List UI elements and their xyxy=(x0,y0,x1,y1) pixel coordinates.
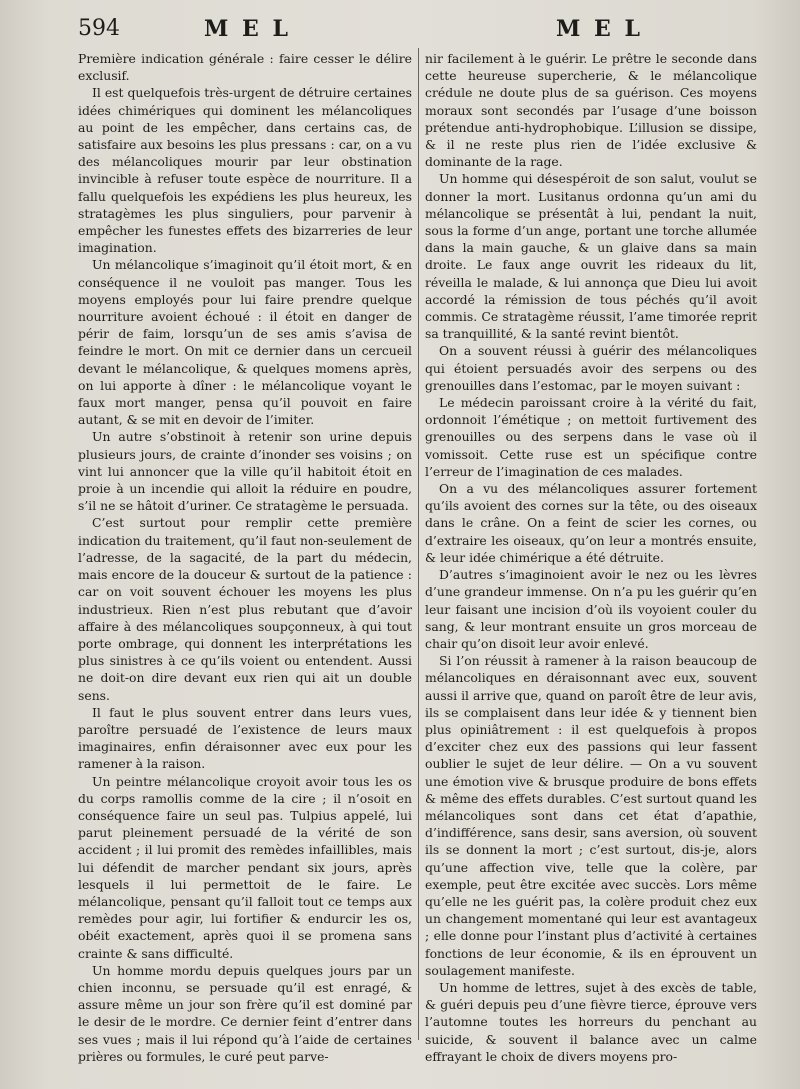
paragraph: Un homme mordu depuis quelques jours par un chien inconnu, se persuade qu’il est enragé, & assure même un jour son frère qu’il est dominé par le desir de le mordre. Ce dernier feint d’entrer dans ses vues ; mais il lui répond qu’à l’aide de certaines prières ou formules, le curé peut parve- xyxy=(78,962,412,1064)
page-number: 594 xyxy=(78,16,120,41)
paragraph: Première indication générale : faire cesser le délire exclusif. xyxy=(78,51,412,84)
running-head-left: M E L xyxy=(204,16,291,42)
paragraph: On a vu des mélancoliques assurer fortement qu’ils avoient des cornes sur la tête, ou des oiseaux dans le crâne. On a feint de scier les cornes, ou d’extraire les oiseaux, qu’on leur a montrés ensuite, & leur idée chimérique a été détruite. xyxy=(425,481,757,565)
paragraph: Un homme qui désespéroit de son salut, voulut se donner la mort. Lusitanus ordonna qu’un ami du mélancolique se présentât à lui, pendant la nuit, sous la forme d’un ange, portant une torche allumée dans la main gauche, & un glaive dans sa main droite. Le faux ange ouvrit les rideaux du lit, réveilla le malade, & lui annonça que Dieu lui avoit accordé la rémission de tous péchés qu’il avoit commis. Ce stratagème réussit, l’ame timorée reprit sa tranquillité, & la santé revint bientôt. xyxy=(425,171,757,342)
paragraph: D’autres s’imaginoient avoir le nez ou les lèvres d’une grandeur immense. On n’a pu les guérir qu’en leur faisant une incision d’où ils voyoient couler du sang, & leur montrant ensuite un gros morceau de chair qu’on disoit leur avoir enlevé. xyxy=(425,567,757,651)
paragraph: Le médecin paroissant croire à la vérité du fait, ordonnoit l’émétique ; on mettoit furtivement des grenouilles ou des serpens dans le vase où il vomissoit. Cette ruse est un spécifique contre l’erreur de l’imagination de ces malades. xyxy=(425,395,757,479)
running-head-right: M E L xyxy=(556,16,643,42)
left-column xyxy=(78,50,412,1065)
paragraph: nir facilement à le guérir. Le prêtre le seconde dans cette heureuse supercherie, & le mélancolique crédule ne doute plus de sa guérison. Ces moyens moraux sont secondés par l’usage d’une boisson prétendue anti-hydrophobique. L’illusion se dissipe, & il ne reste plus rien de l’idée exclusive & dominante de la rage. xyxy=(425,51,757,170)
paragraph: Il est quelquefois très-urgent de détruire certaines idées chimériques qui dominent les mélancoliques au point de les empêcher, dans certains cas, de satisfaire aux besoins les plus pressans : car, on a vu des mélancoliques mourir par leur obstination invincible à refuser toute espèce de nourriture. Il a fallu quelquefois les expédiens les plus heureux, les stratagèmes les plus singuliers, pour parvenir à empêcher les funestes effets des bizarreries de leur imagination. xyxy=(78,85,412,256)
column-divider xyxy=(418,48,419,1040)
page-header xyxy=(78,16,776,46)
paragraph: Un autre s’obstinoit à retenir son urine depuis plusieurs jours, de crainte d’inonder ses voisins ; on vint lui annoncer que la ville qu’il habitoit étoit en proie à un incendie qui alloit la réduire en poudre, s’il ne se hâtoit d’uriner. Ce stratagème le persuada. xyxy=(78,429,412,514)
right-column xyxy=(425,50,757,1065)
paragraph: Un peintre mélancolique croyoit avoir tous les os du corps ramollis comme de la cire ; il n’osoit en conséquence faire un seul pas. Tulpius appelé, lui parut pleinement persuadé de la vérité de son accident ; il lui promit des remèdes infaillibles, mais lui défendit de marcher pendant six jours, après lesquels il lui permettoit de le faire. Le mélancolique, pensant qu’il falloit tout ce temps aux remèdes pour agir, lui fortifier & endurcir les os, obéit exactement, après quoi il se promena sans crainte & sans difficulté. xyxy=(78,773,412,961)
paragraph: Un homme de lettres, sujet à des excès de table, & guéri depuis peu d’une fièvre tierce, éprouve vers l’automne toutes les horreurs du penchant au suicide, & souvent il balance avec un calme effrayant le choix de divers moyens pro- xyxy=(425,979,757,1064)
paragraph: Un mélancolique s’imaginoit qu’il étoit mort, & en conséquence il ne vouloit pas manger. Tous les moyens employés pour lui faire prendre quelque nourriture avoient échoué : il étoit en danger de périr de faim, lorsqu’un de ses amis s’avisa de feindre le mort. On mit ce dernier dans un cercueil devant le mélancolique, & quelques momens après, on lui apporte à dîner : le mélancolique voyant le faux mort manger, pensa qu’il pouvoit en faire autant, & se mit en devoir de l’imiter. xyxy=(78,257,412,428)
paragraph: Si l’on réussit à ramener à la raison beaucoup de mélancoliques en déraisonnant avec eux, souvent aussi il arrive que, quand on paroît être de leur avis, ils se complaisent dans leur idée & y tiennent bien plus opiniâtrement : il est quelquefois à propos d’exciter chez eux des passions qui leur fassent oublier le sujet de leur délire. — On a vu souvent une émotion vive & brusque produire de bons effets & même des effets durables. C’est surtout quand les mélancoliques sont dans cet état d’apathie, d’indifférence, sans desir, sans aversion, où souvent ils se donnent la mort ; c’est surtout, dis-je, alors qu’une affection vive, telle que la colère, par exemple, peut être excitée avec succès. Lors même qu’elle ne les guérit pas, la colère produit chez eux un changement momentané qui leur est avantageux ; elle donne pour l’instant plus d’activité à certaines fonctions de leur économie, & ils en éprouvent un soulagement manifeste. xyxy=(425,653,757,978)
paragraph: On a souvent réussi à guérir des mélancoliques qui étoient persuadés avoir des serpens ou des grenouilles dans l’estomac, par le moyen suivant : xyxy=(425,343,757,393)
paragraph: Il faut le plus souvent entrer dans leurs vues, paroître persuadé de l’existence de leurs maux imaginaires, enfin déraisonner avec eux pour les ramener à la raison. xyxy=(78,704,412,772)
paragraph: C’est surtout pour remplir cette première indication du traitement, qu’il faut non-seulement de l’adresse, de la sagacité, de la part du médecin, mais encore de la douceur & surtout de la patience : car on voit souvent échouer les moyens les plus industrieux. Rien n’est plus rebutant que d’avoir affaire à des mélancoliques soupçonneux, à qui tout porte ombrage, qui donnent les interprétations les plus sinistres à ce qu’ils voient ou entendent. Aussi ne doit-on dire devant eux rien qui ait un double sens. xyxy=(78,515,412,703)
